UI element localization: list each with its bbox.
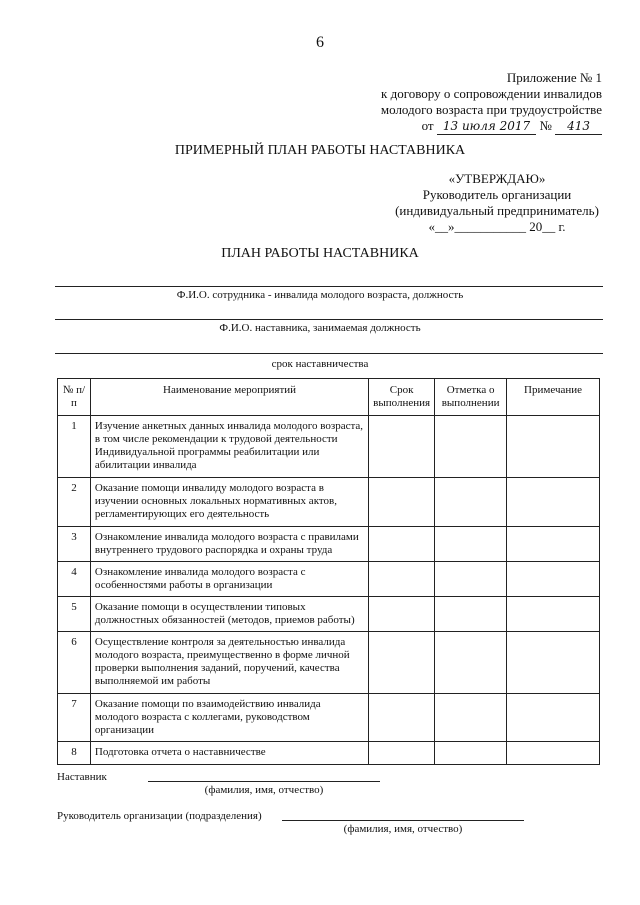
row-activity: Оказание помощи по взаимодействию инвалида молодого возраста с коллегами, руководством организации [90, 694, 368, 742]
head-signature-label: Руководитель организации (подразделения) [57, 810, 262, 822]
row-mark-cell [435, 694, 507, 742]
row-note-cell [507, 742, 600, 765]
row-note-cell [507, 597, 600, 632]
plan-table [57, 378, 600, 765]
row-note-cell [507, 694, 600, 742]
row-activity: Изучение анкетных данных инвалида молодого возраста, в том числе рекомендации к трудовой деятельности Индивидуальной программы реабилитации или абилитации инвалида [90, 416, 368, 478]
row-deadline-cell [369, 478, 435, 527]
row-mark-cell [435, 478, 507, 527]
row-activity: Ознакомление инвалида молодого возраста с правилами внутреннего трудового распорядка и охраны труда [90, 527, 368, 562]
row-num: 8 [58, 742, 91, 765]
appendix-line-2: к договору о сопровождении инвалидов [381, 86, 602, 101]
row-note-cell [507, 527, 600, 562]
head-signature-caption: (фамилия, имя, отчество) [343, 823, 463, 835]
row-note-cell [507, 562, 600, 597]
number-sign: № [539, 118, 552, 133]
row-mark-cell [435, 597, 507, 632]
row-deadline-cell [369, 527, 435, 562]
table-row [58, 597, 600, 632]
row-deadline-cell [369, 694, 435, 742]
header-name: Наименование мероприятий [90, 379, 368, 416]
row-mark-cell [435, 562, 507, 597]
mentor-signature-line [148, 781, 380, 782]
header-mark: Отметка о выполнении [435, 379, 507, 416]
table-row [58, 416, 600, 478]
row-activity: Осуществление контроля за деятельностью инвалида молодого возраста, преимущественно в форме личной проверки выполнения заданий, поручений, качества выполняемой им работы [90, 632, 368, 694]
row-num: 6 [58, 632, 91, 694]
table-row [58, 632, 600, 694]
plan-title: ПЛАН РАБОТЫ НАСТАВНИКА [221, 246, 419, 261]
row-note-cell [507, 416, 600, 478]
row-activity: Подготовка отчета о наставничестве [90, 742, 368, 765]
employee-field-caption: Ф.И.О. сотрудника - инвалида молодого возраста, должность [176, 289, 464, 301]
appendix-date-line [381, 118, 602, 135]
sample-plan-title: ПРИМЕРНЫЙ ПЛАН РАБОТЫ НАСТАВНИКА [174, 143, 466, 158]
term-field-caption: срок наставничества [271, 358, 369, 370]
row-mark-cell [435, 742, 507, 765]
header-note: Примечание [507, 379, 600, 416]
header-deadline: Срок выполнения [369, 379, 435, 416]
term-field-line [55, 353, 603, 354]
mentor-field-caption: Ф.И.О. наставника, занимаемая должность [219, 322, 421, 334]
approval-date-line: «__»___________ 20__ г. [428, 219, 566, 234]
approver-title: Руководитель организации [422, 187, 572, 202]
row-num: 1 [58, 416, 91, 478]
row-num: 5 [58, 597, 91, 632]
handwritten-date: 13 июля 2017 [437, 118, 536, 135]
row-note-cell [507, 478, 600, 527]
row-num: 2 [58, 478, 91, 527]
employee-field-line [55, 286, 603, 287]
approval-block [392, 171, 602, 235]
row-activity: Оказание помощи инвалиду молодого возраста в изучении основных локальных нормативных актов, регламентирующих его деятельность [90, 478, 368, 527]
row-deadline-cell [369, 597, 435, 632]
appendix-line-3: молодого возраста при трудоустройстве [380, 102, 602, 117]
table-row [58, 742, 600, 765]
row-deadline-cell [369, 416, 435, 478]
table-row [58, 478, 600, 527]
header-num: № п/п [58, 379, 91, 416]
appendix-header [381, 70, 602, 135]
row-note-cell [507, 632, 600, 694]
mentor-signature-label: Наставник [57, 771, 107, 783]
table-header-row [58, 379, 600, 416]
row-activity: Оказание помощи в осуществлении типовых должностных обязанностей (методов, приемов работы) [90, 597, 368, 632]
row-deadline-cell [369, 562, 435, 597]
row-activity: Ознакомление инвалида молодого возраста с особенностями работы в организации [90, 562, 368, 597]
row-num: 3 [58, 527, 91, 562]
handwritten-number: 413 [555, 118, 602, 135]
mentor-field-line [55, 319, 603, 320]
from-prefix: от [421, 118, 434, 133]
table-row [58, 562, 600, 597]
head-signature-line [282, 820, 524, 821]
mentor-signature-caption: (фамилия, имя, отчество) [204, 784, 324, 796]
row-deadline-cell [369, 742, 435, 765]
table-row [58, 527, 600, 562]
table-row [58, 694, 600, 742]
appendix-line-1: Приложение № 1 [506, 70, 602, 85]
row-mark-cell [435, 632, 507, 694]
row-num: 4 [58, 562, 91, 597]
row-mark-cell [435, 416, 507, 478]
row-num: 7 [58, 694, 91, 742]
page-number: 6 [316, 34, 324, 51]
row-deadline-cell [369, 632, 435, 694]
row-mark-cell [435, 527, 507, 562]
approver-entrepreneur: (индивидуальный предприниматель) [395, 203, 599, 218]
approve-label: «УТВЕРЖДАЮ» [448, 171, 546, 186]
